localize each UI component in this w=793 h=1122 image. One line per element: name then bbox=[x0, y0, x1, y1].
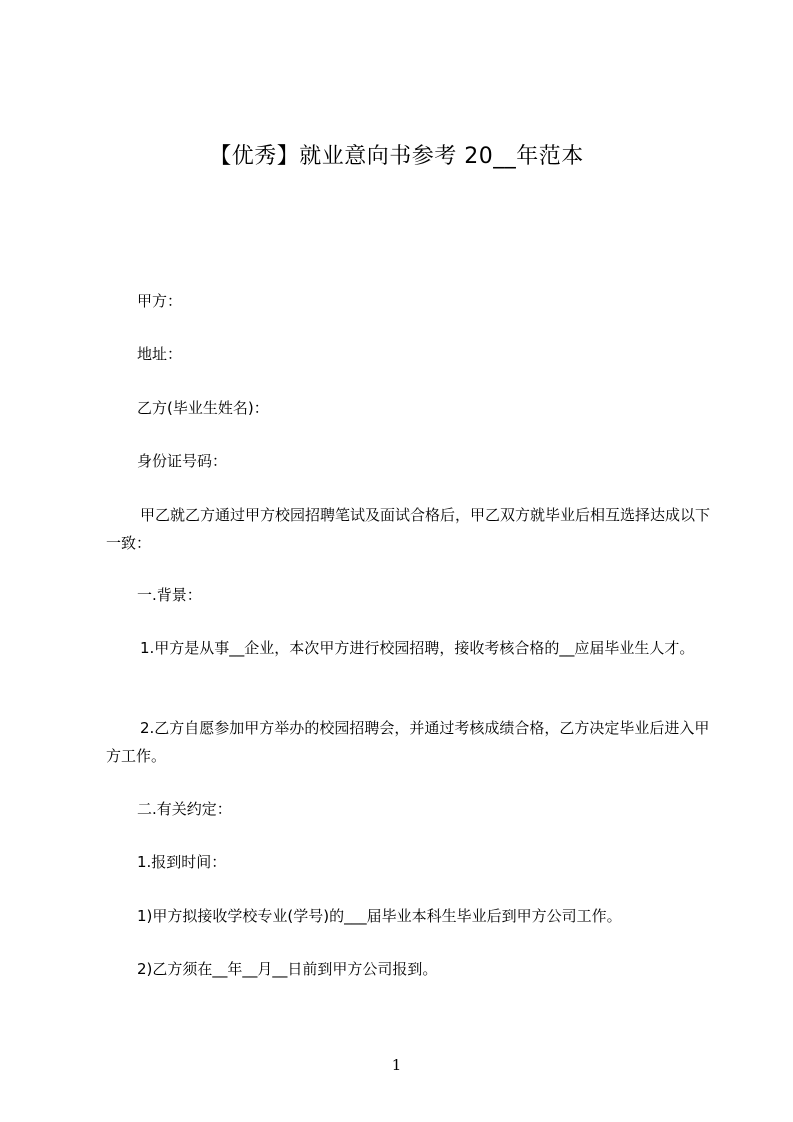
section-1-heading: 一.背景： bbox=[137, 586, 202, 604]
section-2-subitem-2: 2)乙方须在__年__月__日前到甲方公司报到。 bbox=[137, 960, 438, 978]
id-number-label: 身份证号码： bbox=[137, 452, 228, 470]
section-2-heading: 二.有关约定： bbox=[137, 800, 232, 818]
section-2-item-1: 1.报到时间： bbox=[137, 853, 227, 871]
party-a-label: 甲方： bbox=[137, 292, 183, 310]
section-1-item-2: 2.乙方自愿参加甲方举办的校园招聘会，并通过考核成绩合格，乙方决定毕业后进入甲方工作。 bbox=[106, 719, 710, 765]
intro-paragraph: 甲乙就乙方通过甲方校园招聘笔试及面试合格后，甲乙双方就毕业后相互选择达成以下一致： bbox=[106, 506, 711, 552]
page-number: 1 bbox=[391, 1056, 402, 1074]
section-2-subitem-1: 1)甲方拟接收学校专业(学号)的___届毕业本科生毕业后到甲方公司工作。 bbox=[137, 907, 622, 925]
section-1-item-1: 1.甲方是从事__企业，本次甲方进行校园招聘，接收考核合格的__应届毕业生人才。 bbox=[140, 639, 695, 657]
document-title: 【优秀】就业意向书参考 20__年范本 bbox=[209, 144, 584, 169]
party-b-label: 乙方(毕业生姓名)： bbox=[137, 399, 269, 417]
address-label: 地址： bbox=[137, 345, 183, 363]
